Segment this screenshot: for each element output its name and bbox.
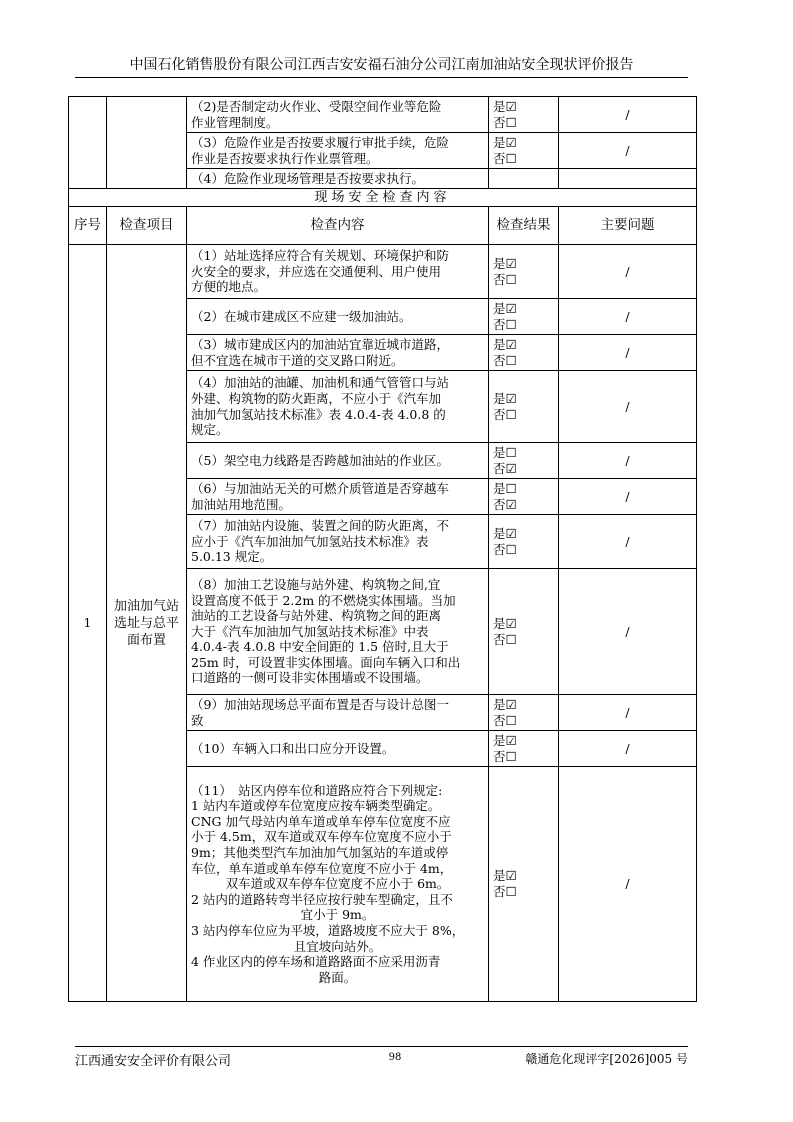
- content-line: 作业管理制度。: [191, 114, 279, 130]
- content-line: 油加气加氢站技术标准》表 4.0.4-表 4.0.8 的: [191, 406, 446, 422]
- check-item-name: 加油加气站选址与总平面布置: [107, 245, 187, 1002]
- content-line: 1 站内车道或停车位宽度应按车辆类型确定。: [191, 798, 441, 814]
- content-line: （3）城市建成区内的加油站宜靠近城市道路，: [191, 336, 449, 352]
- result-no-option: 否☐: [493, 352, 517, 368]
- content-line: （3）危险作业是否按要求履行审批手续，危险: [191, 134, 449, 150]
- footer-divider: [75, 1046, 688, 1047]
- main-problem: /: [559, 245, 697, 299]
- main-problem: /: [559, 569, 697, 695]
- page-header-title: 中国石化销售股份有限公司江西吉安安福石油分公司江南加油站安全现状评价报告: [129, 57, 634, 73]
- result-yes-option: 是☑: [493, 98, 517, 114]
- content-line: 25m 时，可设置非实体围墙。面向车辆入口和出: [191, 654, 461, 670]
- check-result: [489, 299, 559, 335]
- section-title: 现场安全检查内容: [69, 189, 697, 207]
- content-line: 致: [191, 712, 204, 728]
- seq-number: 1: [69, 245, 107, 1002]
- check-result: [489, 443, 559, 479]
- content-line: 外建、构筑物的防火距离，不应小于《汽车加: [191, 390, 442, 406]
- table-row: [69, 97, 697, 133]
- result-yes-option: 是☐: [493, 480, 517, 496]
- result-no-option: 否☐: [493, 541, 517, 557]
- main-problem: /: [559, 371, 697, 443]
- content-line: 作业是否按要求执行作业票管理。: [191, 150, 379, 166]
- check-result: [489, 371, 559, 443]
- header-divider: [75, 77, 688, 78]
- content-line: （8）加油工艺设施与站外建、构筑物之间,宜: [191, 576, 441, 592]
- check-content: [187, 169, 489, 189]
- check-content: [187, 299, 489, 335]
- content-line: （2）在城市建成区不应建一级加油站。: [191, 308, 412, 324]
- footer-company: 江西通安安全评价有限公司: [75, 1054, 232, 1069]
- result-no-option: 否☐: [493, 631, 517, 647]
- document-number: 赣通危化现评字[2026]005 号: [525, 1052, 688, 1066]
- result-yes-option: 是☑: [493, 615, 517, 631]
- result-yes-option: 是☑: [493, 696, 517, 712]
- result-yes-option: 是☐: [493, 444, 517, 460]
- result-yes-option: 是☑: [493, 134, 517, 150]
- check-result: [489, 767, 559, 1002]
- result-no-option: 否☐: [493, 884, 517, 899]
- main-problem: /: [559, 479, 697, 515]
- result-no-option: 否☑: [493, 496, 517, 512]
- result-no-option: 否☑: [493, 460, 517, 476]
- check-content: [187, 371, 489, 443]
- content-line: 应小于《汽车加油加气加氢站技术标准》表: [191, 533, 429, 549]
- result-no-option: 否☐: [493, 114, 517, 130]
- main-problem: /: [559, 443, 697, 479]
- main-problem: /: [559, 133, 697, 169]
- content-line: 9m；其他类型汽车加油加气加氢站的车道或停: [191, 845, 449, 861]
- check-result: [489, 245, 559, 299]
- content-line: 4 作业区内的停车场和道路路面不应采用沥青: [191, 954, 441, 970]
- check-content: [187, 245, 489, 299]
- check-result: [489, 569, 559, 695]
- main-problem: /: [559, 97, 697, 133]
- result-no-option: 否☐: [493, 406, 517, 422]
- content-line: 但不宜选在城市干道的交叉路口附近。: [191, 352, 404, 368]
- content-line: （2)是否制定动火作业、受限空间作业等危险: [191, 98, 442, 114]
- content-line: 小于 4.5m，双车道或双车停车位宽度不应小于: [191, 829, 452, 845]
- content-line: （10）车辆入口和出口应分开设置。: [191, 740, 395, 756]
- main-problem: /: [559, 767, 697, 1002]
- result-yes-option: 是☑: [493, 868, 517, 884]
- column-header-result: 检查结果: [489, 207, 559, 245]
- content-line: （7）加油站内设施、装置之间的防火距离，不: [191, 518, 449, 534]
- check-result: [489, 133, 559, 169]
- check-content: [187, 515, 489, 569]
- main-problem: /: [559, 695, 697, 731]
- column-header-seq: 序号: [69, 207, 107, 245]
- content-line: 5.0.13 规定。: [191, 549, 273, 565]
- content-line: 加油站用地范围。: [191, 496, 292, 512]
- content-line: 规定。: [191, 422, 229, 438]
- check-content: [187, 335, 489, 371]
- content-line: 双车道或双车停车位宽度不应小于 6m。: [225, 876, 450, 892]
- check-content: [187, 767, 489, 1002]
- check-content: [187, 569, 489, 695]
- column-header-problem: 主要问题: [559, 207, 697, 245]
- content-line: 路面。: [318, 969, 357, 985]
- check-content: [187, 479, 489, 515]
- result-yes-option: 是☑: [493, 255, 517, 271]
- content-line: （4）危险作业现场管理是否按要求执行。: [191, 170, 424, 186]
- main-problem: /: [559, 515, 697, 569]
- content-line: （4）加油站的油罐、加油机和通气管管口与站: [191, 375, 449, 391]
- column-header-row: [69, 207, 697, 245]
- main-problem: /: [559, 299, 697, 335]
- check-content: [187, 97, 489, 133]
- content-line: 4.0.4-表 4.0.8 中安全间距的 1.5 倍时,且大于: [191, 639, 449, 655]
- result-no-option: 否☐: [493, 748, 517, 764]
- result-yes-option: 是☑: [493, 390, 517, 406]
- column-header-content: 检查内容: [187, 207, 489, 245]
- main-problem: /: [559, 731, 697, 767]
- check-result: [489, 479, 559, 515]
- check-result: [489, 515, 559, 569]
- check-content: [187, 133, 489, 169]
- content-line: （5）架空电力线路是否跨越加油站的作业区。: [191, 452, 449, 468]
- content-line: 口道路的一侧可设非实体围墙或不设围墙。: [191, 670, 429, 686]
- content-line: CNG 加气母站内单车道或单车停车位宽度不应: [191, 813, 451, 829]
- check-result: [489, 695, 559, 731]
- item-cell-empty: [107, 97, 187, 189]
- seq-cell-empty: [69, 97, 107, 189]
- section-row: [69, 189, 697, 207]
- check-result: [489, 731, 559, 767]
- main-problem: /: [559, 335, 697, 371]
- content-line: 大于《汽车加油加气加氢站技术标准》中表: [191, 623, 429, 639]
- page-number: 98: [388, 1052, 402, 1063]
- result-no-option: 否☐: [493, 150, 517, 166]
- content-line: （9）加油站现场总平面布置是否与设计总图一: [191, 696, 449, 712]
- main-problem: [559, 169, 697, 189]
- column-header-item: 检查项目: [107, 207, 187, 245]
- check-result: [489, 97, 559, 133]
- content-line: 油站的工艺设备与站外建、构筑物之间的距离: [191, 608, 442, 624]
- content-line: 宜小于 9m。: [300, 907, 375, 923]
- content-line: （1）站址选择应符合有关规划、环境保护和防: [191, 248, 449, 264]
- result-yes-option: 是☑: [493, 300, 517, 316]
- check-content: [187, 443, 489, 479]
- content-line: （6）与加油站无关的可燃介质管道是否穿越车: [191, 480, 449, 496]
- content-line: 设置高度不低于 2.2m 的不燃烧实体围墙。当加: [191, 592, 456, 608]
- content-line: 车位，单车道或单车停车位宽度不应小于 4m，: [191, 860, 453, 876]
- content-line: 方便的地点。: [191, 279, 267, 295]
- content-line: 3 站内停车位应为平坡，道路坡度不应大于 8%，: [191, 922, 465, 938]
- result-no-option: 否☐: [493, 712, 517, 728]
- content-line: 2 站内的道路转弯半径应按行驶车型确定，且不: [191, 891, 453, 907]
- result-no-option: 否☐: [493, 316, 517, 332]
- content-line: 火安全的要求，并应选在交通便利、用户使用: [191, 263, 442, 279]
- result-yes-option: 是☑: [493, 336, 517, 352]
- check-result: [489, 169, 559, 189]
- inspection-table: [68, 96, 697, 1002]
- result-no-option: 否☐: [493, 271, 517, 287]
- content-line: 且宜坡向站外。: [293, 938, 382, 954]
- result-yes-option: 是☑: [493, 732, 517, 748]
- check-result: [489, 335, 559, 371]
- table-row: [69, 245, 697, 299]
- content-line: （11） 站区内停车位和道路应符合下列规定:: [191, 782, 443, 798]
- result-yes-option: 是☑: [493, 525, 517, 541]
- check-content: [187, 731, 489, 767]
- check-content: [187, 695, 489, 731]
